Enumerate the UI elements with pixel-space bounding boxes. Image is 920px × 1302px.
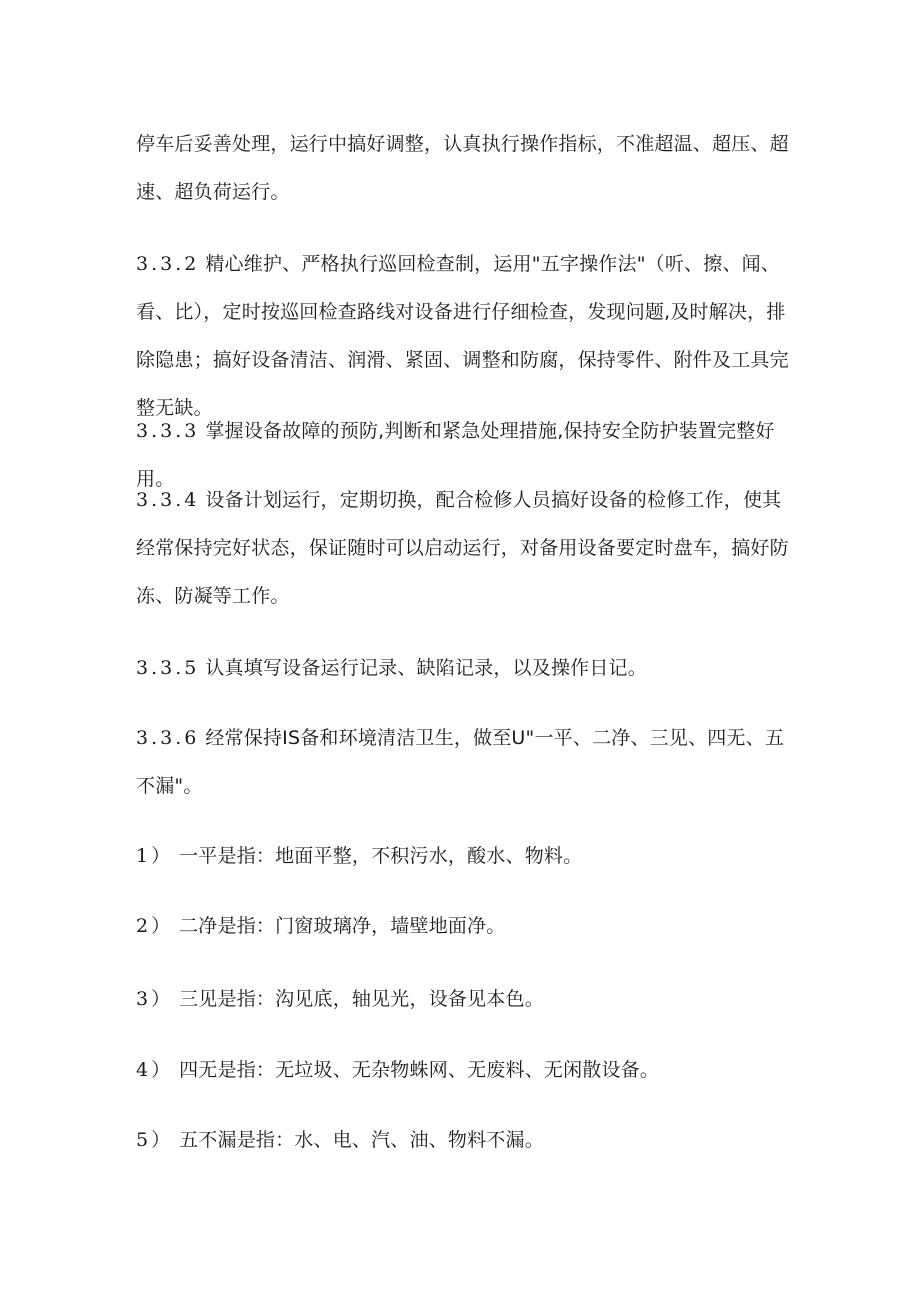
paragraph-3-3-2 — [136, 240, 796, 432]
section-number: 3.3.3 — [136, 420, 200, 442]
list-item-text: 二净是指：门窗玻璃净，墙壁地面净。 — [179, 915, 506, 937]
list-item-text: 三见是指：沟见底，轴见光，设备见本色。 — [179, 988, 544, 1010]
paragraph-text: 掌握设备故障的预防,判断和紧急处理措施,保持安全防护装置完整好用。 — [136, 420, 775, 490]
paragraph-3-3-4 — [136, 476, 796, 620]
list-number: 2） — [136, 915, 174, 937]
list-item-text: 五不漏是指：水、电、汽、油、物料不漏。 — [179, 1129, 544, 1151]
paragraph-text: 停车后妥善处理，运行中搞好调整，认真执行操作指标，不准超温、超压、超速、超负荷运行。 — [136, 133, 789, 203]
paragraph-3-3-5 — [136, 644, 796, 692]
list-number: 3） — [136, 988, 174, 1010]
list-number: 4） — [136, 1059, 174, 1081]
list-item-text: 四无是指：无垃圾、无杂物蛛网、无废料、无闲散设备。 — [179, 1059, 660, 1081]
paragraph-text: 认真填写设备运行记录、缺陷记录，以及操作日记。 — [205, 657, 647, 679]
list-item-1 — [136, 832, 796, 880]
list-number: 5） — [136, 1129, 174, 1151]
paragraph-text: 经常保持IS备和环境清洁卫生，做至U"一平、二净、三见、四无、五不漏"。 — [136, 727, 785, 797]
paragraph-text: 精心维护、严格执行巡回检查制，运用"五字操作法"（听、擦、闻、看、比），定时按巡回检查路线对设备进行仔细检查，发现问题,及时解决，排除隐患；搞好设备清洁、润滑、紧固、调整和防腐，保持零件、附件及工具完整无缺。 — [136, 253, 789, 419]
paragraph-text: 设备计划运行，定期切换，配合检修人员搞好设备的检修工作，使其经常保持完好状态，保证随时可以启动运行，对备用设备要定时盘车，搞好防冻、防凝等工作。 — [136, 489, 789, 607]
list-item-text: 一平是指：地面平整，不积污水，酸水、物料。 — [179, 845, 583, 867]
section-number: 3.3.4 — [136, 489, 200, 511]
section-number: 3.3.5 — [136, 657, 200, 679]
paragraph-3-3-6 — [136, 714, 796, 810]
list-item-2 — [136, 902, 796, 950]
section-number: 3.3.6 — [136, 727, 200, 749]
section-number: 3.3.2 — [136, 253, 200, 275]
list-item-4 — [136, 1046, 796, 1094]
list-item-5 — [136, 1116, 796, 1164]
list-item-3 — [136, 975, 796, 1023]
paragraph-continuation — [136, 120, 796, 216]
list-number: 1） — [136, 845, 174, 867]
